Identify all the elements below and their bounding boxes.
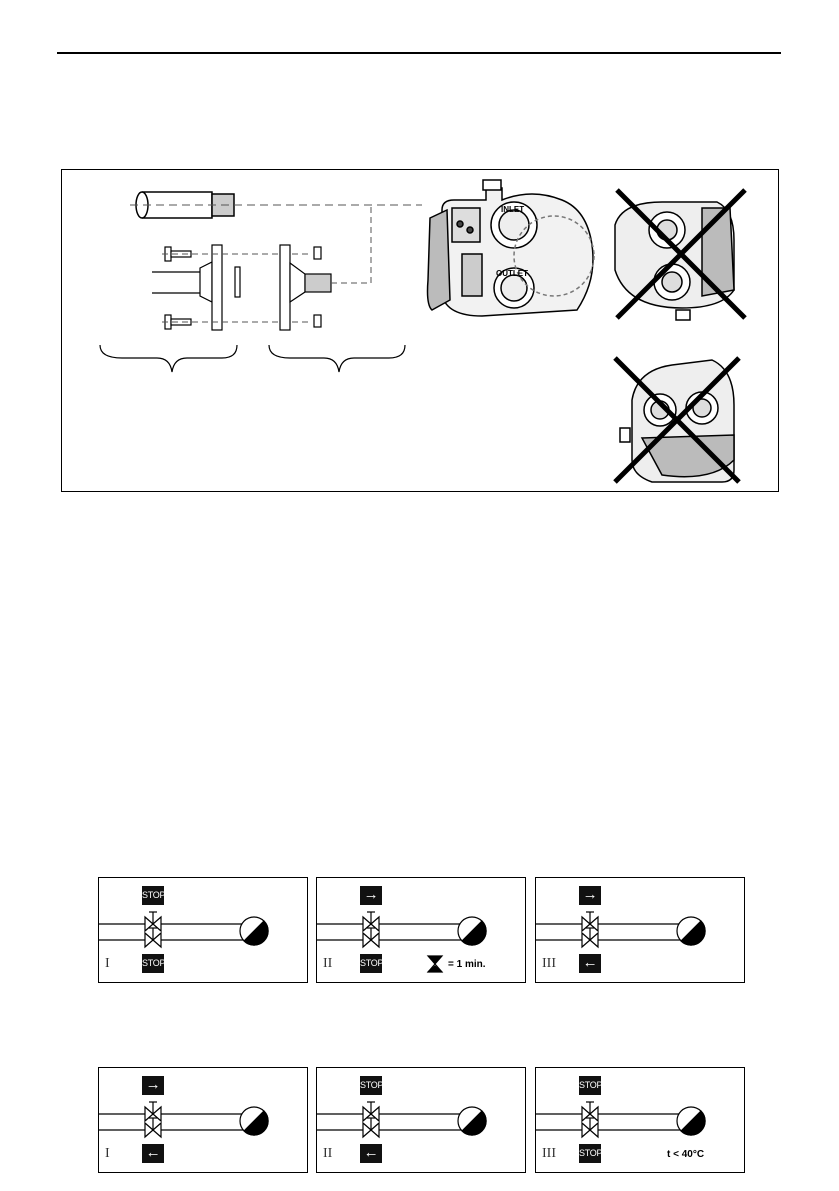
shutdown-panel-3 bbox=[535, 1067, 745, 1173]
step-number: II bbox=[323, 956, 333, 971]
welded-flange bbox=[152, 245, 240, 330]
valve-schematic bbox=[99, 1068, 309, 1174]
step-number: III bbox=[542, 1146, 556, 1161]
temperature-note: t < 40°C bbox=[667, 1149, 705, 1160]
duration-note: = 1 min. bbox=[448, 959, 486, 970]
valve-state-top-badge: STOP bbox=[142, 886, 164, 905]
shutdown-panel-1 bbox=[98, 1067, 308, 1173]
step-number: III bbox=[542, 956, 556, 971]
inlet-label: INLET bbox=[501, 205, 525, 214]
hourglass-icon bbox=[428, 956, 442, 972]
valve-state-bottom-badge: STOP bbox=[142, 954, 164, 973]
valve-state-top-badge: → bbox=[579, 886, 601, 905]
valve-state-top-badge: STOP bbox=[360, 1076, 382, 1095]
brace-right bbox=[269, 345, 405, 372]
valve-state-bottom-badge: STOP bbox=[360, 954, 382, 973]
step-number: I bbox=[105, 956, 110, 971]
installation-figure bbox=[61, 169, 779, 492]
valve-schematic bbox=[317, 1068, 527, 1174]
valve-state-top-badge: → bbox=[360, 886, 382, 905]
brace-left bbox=[100, 345, 237, 372]
valve-schematic bbox=[317, 878, 527, 984]
shutdown-panel-2 bbox=[316, 1067, 526, 1173]
startup-panel-2 bbox=[316, 877, 526, 983]
valve-schematic bbox=[536, 1068, 746, 1174]
startup-panel-3 bbox=[535, 877, 745, 983]
valve-state-bottom-badge: ← bbox=[360, 1144, 382, 1163]
valve-state-bottom-badge: ← bbox=[579, 954, 601, 973]
valve-state-bottom-badge: STOP bbox=[579, 1144, 601, 1163]
outlet-label: OUTLET bbox=[496, 269, 528, 278]
installation-drawing bbox=[62, 170, 780, 493]
threaded-flange bbox=[280, 245, 331, 330]
steam-trap-correct bbox=[428, 180, 595, 316]
valve-schematic bbox=[536, 878, 746, 984]
step-number: I bbox=[105, 1146, 110, 1161]
startup-panel-1 bbox=[98, 877, 308, 983]
valve-schematic bbox=[99, 878, 309, 984]
valve-state-top-badge: STOP bbox=[579, 1076, 601, 1095]
header-rule bbox=[57, 52, 781, 54]
valve-state-bottom-badge: ← bbox=[142, 1144, 164, 1163]
step-number: II bbox=[323, 1146, 333, 1161]
valve-state-top-badge: → bbox=[142, 1076, 164, 1095]
